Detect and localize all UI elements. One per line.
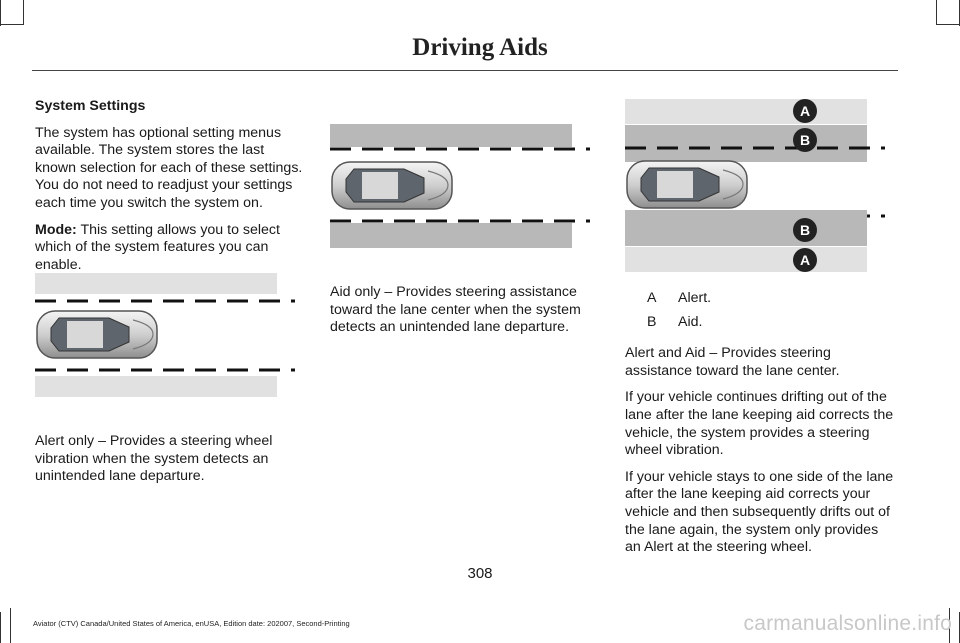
crop-mark — [0, 612, 1, 643]
header-rule — [32, 70, 898, 71]
alert-only-diagram — [35, 273, 295, 398]
drifting-paragraph: If your vehicle continues drifting out of the lane after the lane keeping aid corrects the vehicle, the system provides a steering wheel vibration. — [625, 389, 894, 459]
crop-mark — [0, 0, 1, 26]
mode-label: Mode: — [35, 221, 77, 238]
column-3 — [625, 290, 897, 566]
crop-mark — [10, 608, 11, 643]
callout-label: A — [799, 103, 811, 119]
edition-info: Aviator (CTV) Canada/United States of America, enUSA, Edition date: 202007, Second-Printing — [33, 619, 350, 628]
legend-key: A — [647, 290, 657, 306]
mode-text: This setting allows you to select which of the system features you can enable. — [35, 221, 280, 273]
alert-and-aid-diagram — [625, 96, 885, 274]
crop-mark — [936, 0, 937, 24]
aid-only-paragraph: Aid only – Provides steering assistance toward the lane center when the system detects an unintended lane departure. — [330, 284, 581, 336]
callout-b-top — [793, 128, 817, 152]
crop-mark — [936, 24, 960, 25]
legend-key: B — [647, 313, 657, 330]
section-heading: System Settings — [35, 98, 146, 114]
alert-only-paragraph: Alert only – Provides a steering wheel vibration when the system detects an unintended lane departure. — [35, 433, 273, 485]
alert-zone — [625, 99, 867, 124]
car-icon — [332, 162, 452, 209]
lane-shoulder — [330, 223, 572, 248]
crop-mark — [23, 0, 24, 24]
column-2 — [330, 284, 582, 346]
callout-label: A — [799, 252, 811, 268]
page-number: 308 — [467, 565, 493, 582]
watermark: carmanualsonline.info — [743, 612, 952, 635]
aid-only-diagram — [330, 124, 590, 249]
legend-label: Alert. — [678, 290, 712, 306]
callout-label: B — [799, 132, 811, 148]
one-side-paragraph: If your vehicle stays to one side of the lane after the lane keeping aid corrects your vehicle and then subsequently drifts out of the lane again, the system only provides an Alert at the steering wheel. — [625, 468, 894, 556]
alert-and-aid-paragraph: Alert and Aid – Provides steering assistance toward the lane center. — [625, 345, 840, 379]
lane-shoulder — [35, 376, 277, 397]
aid-zone — [625, 210, 867, 246]
crop-mark — [0, 24, 24, 25]
legend-label: Aid. — [678, 313, 703, 330]
mode-paragraph — [35, 222, 307, 275]
aid-zone — [625, 125, 867, 162]
callout-a-bottom — [793, 248, 817, 272]
callout-a-top — [793, 99, 817, 123]
page-title: Driving Aids — [412, 34, 548, 61]
intro-paragraph: The system has optional setting menus available. The system stores the last known selection for each of these settings. You do not need to readjust your settings each time you switch the system on. — [35, 124, 303, 211]
callout-label: B — [799, 222, 811, 238]
alert-zone — [625, 247, 867, 272]
lane-shoulder — [35, 273, 277, 294]
car-icon — [627, 161, 747, 208]
column-1 — [35, 98, 307, 283]
column-1-lower — [35, 433, 307, 495]
callout-b-bottom — [793, 218, 817, 242]
legend-row — [625, 314, 897, 332]
lane-shoulder — [330, 124, 572, 147]
car-icon — [37, 311, 157, 358]
legend-row — [625, 290, 897, 308]
